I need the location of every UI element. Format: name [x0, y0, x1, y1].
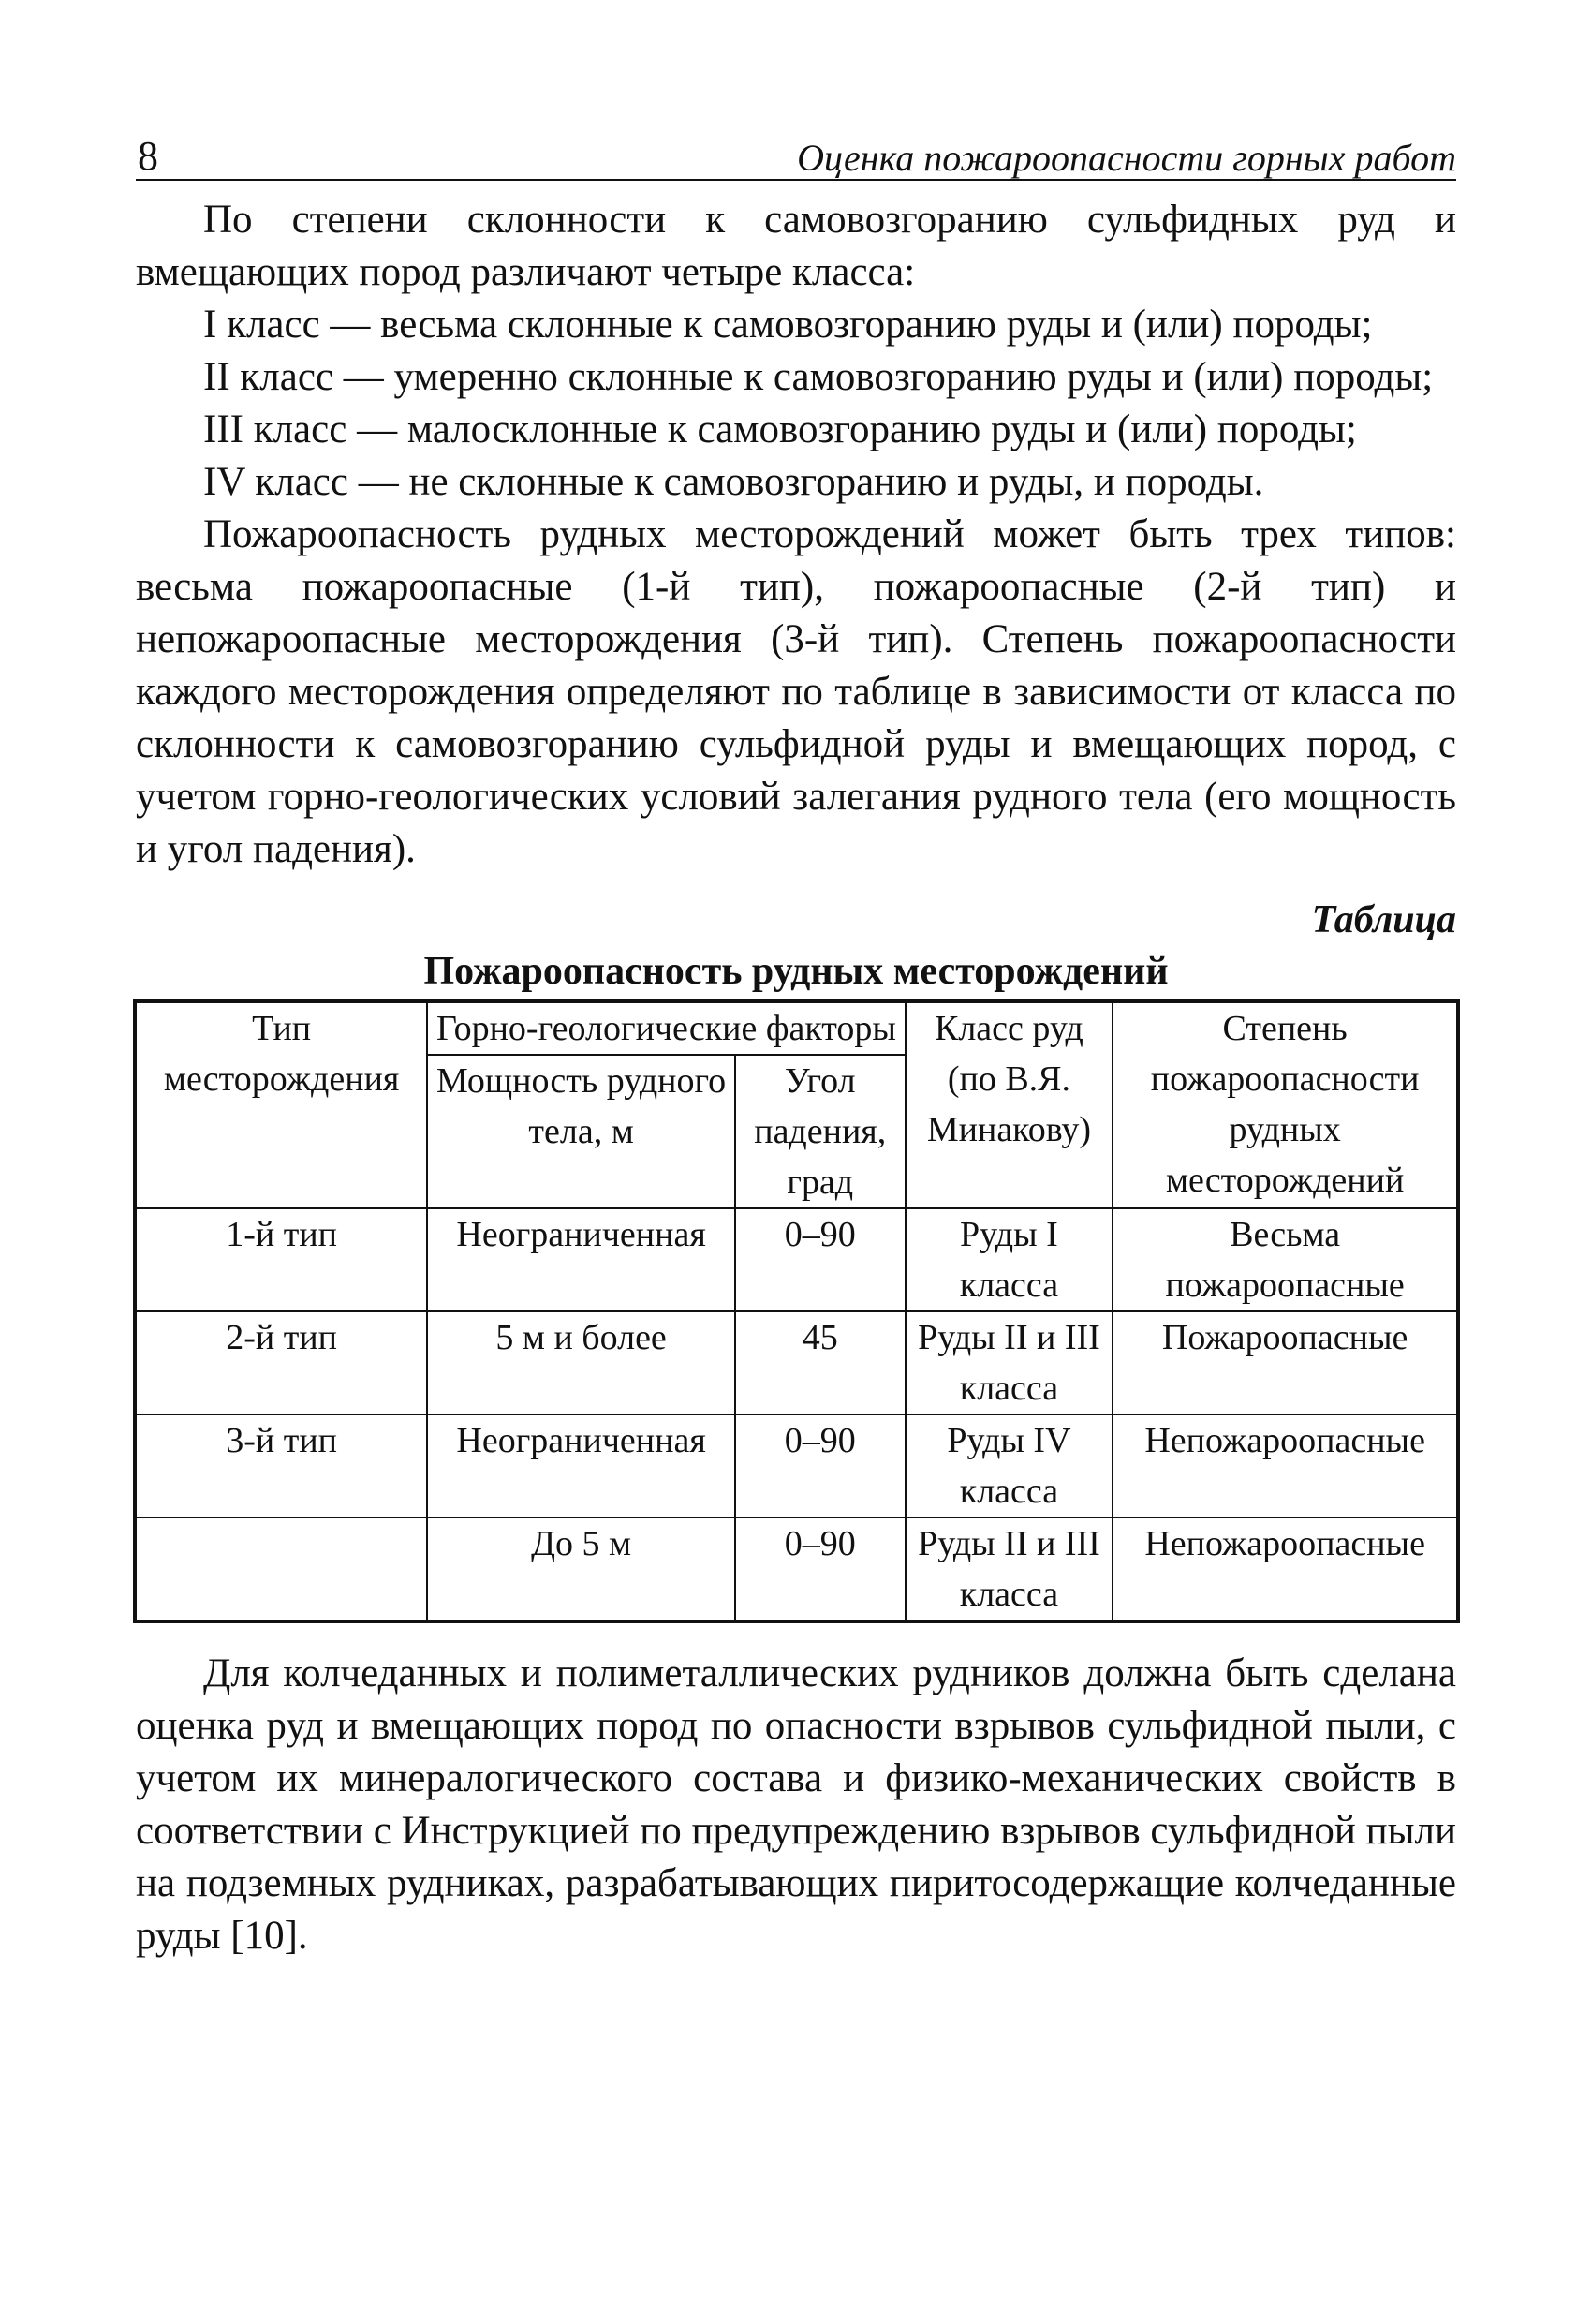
cell-thickness: 5 м и более [427, 1311, 735, 1414]
cell-hazard: Пожароопасные [1113, 1311, 1458, 1414]
paragraph: По степени склонности к самовозгоранию сульфидных руд и вмещающих пород различают четыре класса: [136, 198, 1456, 294]
closing-text [136, 1648, 1456, 1962]
cell-type: 1-й тип [135, 1208, 427, 1311]
page [136, 126, 1456, 1962]
paragraph: IV класс — не склонные к самовозгоранию и руды, и породы. [203, 460, 1264, 504]
cell-type: 3-й тип [135, 1414, 427, 1517]
cell-thickness: Неограниченная [427, 1208, 735, 1311]
header-thickness: Мощность рудного тела, м [427, 1055, 735, 1208]
paragraph: Для колчеданных и полиметаллических рудников должна быть сделана оценка руд и вмещающих пород по опасности взрывов сульфидной пыли, с учетом их минералогического состава и физико-механических свойств в соответствии с Инструкцией по предупреждению взрывов сульфидной пыли на подземных рудниках, разрабатывающих пиритосодержащие колчеданные руды [10]. [136, 1651, 1456, 1958]
table-row [135, 1208, 1458, 1311]
intro-text [136, 194, 1456, 876]
paragraph: Пожароопасность рудных месторождений может быть трех типов: весьма пожароопасные (1-й тип), пожароопасные (2-й тип) и непожароопасные месторождения (3-й тип). Степень пожароопасности каждого месторождения определяют по таблице в зависимости от класса по склонности к самовозгоранию сульфидной руды и вмещающих пород, с учетом горно-геологических условий залегания рудного тела (его мощность и угол падения). [136, 512, 1456, 871]
table-title: Пожароопасность рудных месторождений [423, 950, 1169, 993]
cell-ore-class: Руды II и III класса [906, 1311, 1113, 1414]
running-title: Оценка пожароопасности горных работ [797, 137, 1456, 179]
cell-type [135, 1517, 427, 1621]
header-ore-class: Класс руд (по В.Я. Минакову) [906, 1001, 1113, 1208]
cell-angle: 0–90 [735, 1414, 906, 1517]
header-angle: Угол падения, град [735, 1055, 906, 1208]
table-row [135, 1414, 1458, 1517]
paragraph: III класс — малосклонные к самовозгоранию руды и (или) породы; [203, 407, 1357, 451]
cell-hazard: Непожароопасные [1113, 1414, 1458, 1517]
cell-thickness: Неограниченная [427, 1414, 735, 1517]
running-head [136, 126, 1456, 181]
header-factors: Горно-геологические факторы [427, 1001, 905, 1055]
cell-ore-class: Руды IV класса [906, 1414, 1113, 1517]
cell-hazard: Весьма пожароопасные [1113, 1208, 1458, 1311]
paragraph: I класс — весьма склонные к самовозгоранию руды и (или) породы; [203, 303, 1373, 347]
cell-angle: 0–90 [735, 1208, 906, 1311]
cell-angle: 45 [735, 1311, 906, 1414]
paragraph: II класс — умеренно склонные к самовозгоранию руды и (или) породы; [203, 355, 1434, 399]
cell-ore-class: Руды II и III класса [906, 1517, 1113, 1621]
table-row [135, 1517, 1458, 1621]
table-row [135, 1311, 1458, 1414]
header-deposit-type: Тип месторождения [135, 1001, 427, 1208]
cell-angle: 0–90 [735, 1517, 906, 1621]
cell-type: 2-й тип [135, 1311, 427, 1414]
fire-hazard-table [133, 999, 1460, 1623]
cell-thickness: До 5 м [427, 1517, 735, 1621]
cell-ore-class: Руды I класса [906, 1208, 1113, 1311]
cell-hazard: Непожароопасные [1113, 1517, 1458, 1621]
table-label: Таблица [1311, 898, 1456, 941]
header-hazard: Степень пожароопасности рудных месторождений [1113, 1001, 1458, 1208]
page-number: 8 [138, 133, 158, 179]
